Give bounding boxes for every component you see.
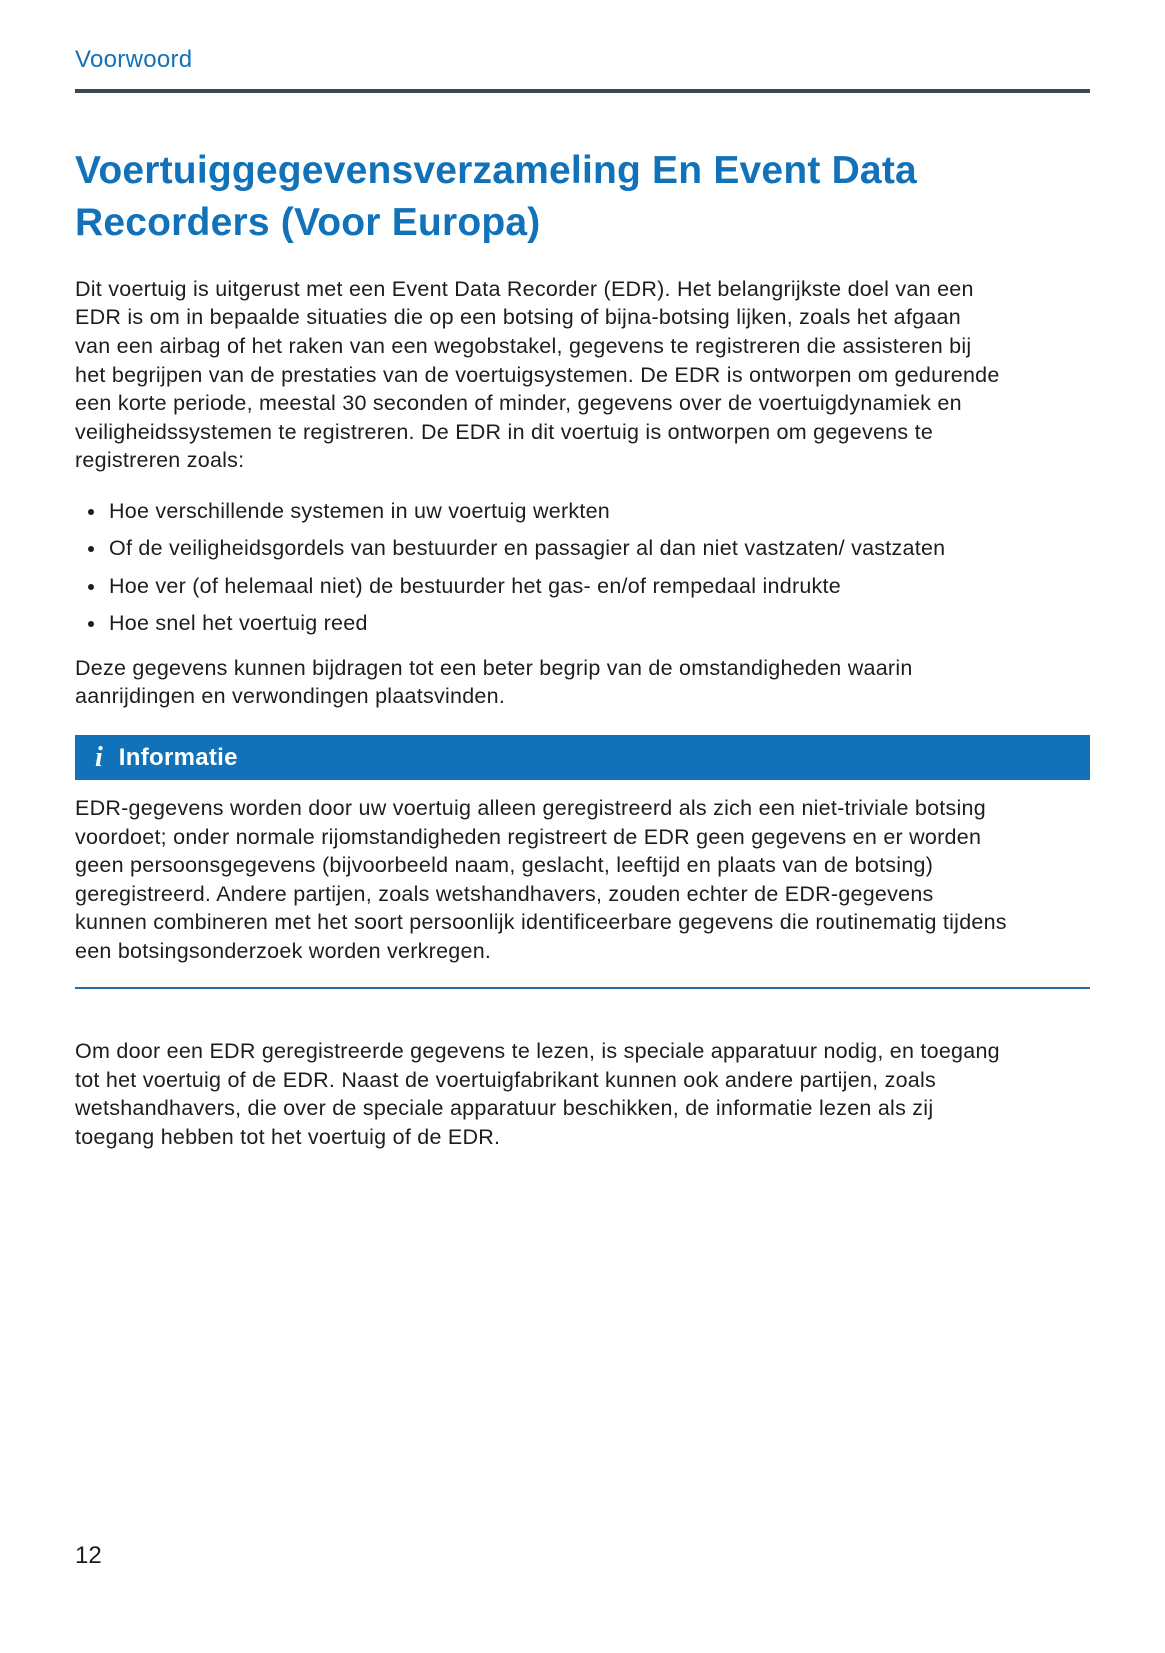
closing-paragraph: Om door een EDR geregistreerde gegevens te lezen, is speciale apparatuur nodig, en toegang tot het voertuig of de EDR. Naast de voertuigfabrikant kunnen ook andere partijen, zoals wetshandhavers, die over de speciale apparatuur beschikken, de informatie lezen als zij toegang hebben tot het voertuig of de EDR. <box>75 1039 1000 1149</box>
summary-paragraph: Deze gegevens kunnen bijdragen tot een beter begrip van de omstandigheden waarin aanrijdingen en verwondingen plaatsvinden. <box>75 655 913 709</box>
info-box-header <box>75 735 1090 780</box>
page-number: 12 <box>75 1542 102 1569</box>
info-box-divider <box>75 987 1090 989</box>
bullet-item: • Hoe ver (of helemaal niet) de bestuurder het gas- en/of rempedaal indrukte <box>107 572 1007 601</box>
info-box <box>75 735 1090 989</box>
bullet-item: • Of de veiligheidsgordels van bestuurder en passagier al dan niet vastzaten/ vastzaten <box>107 534 1007 563</box>
bullet-item: • Hoe snel het voertuig reed <box>107 609 1007 638</box>
intro-paragraph: Dit voertuig is uitgerust met een Event Data Recorder (EDR). Het belangrijkste doel van een EDR is om in bepaalde situaties die op een botsing of bijna-botsing lijken, zoals het afgaan van een airbag of het raken van een wegobstakel, gegevens te registreren die assisteren bij het begrijpen van de prestaties van de voertuigsystemen. De EDR is ontworpen om gedurende een korte periode, meestal 30 seconden of minder, gegevens over de voertuigdynamiek en veiligheidssystemen te registreren. De EDR in dit voertuig is ontworpen om gegevens te registreren zoals: <box>75 276 1000 473</box>
info-box-body: EDR-gegevens worden door uw voertuig alleen geregistreerd als zich een niet-triviale botsing voordoet; onder normale rijomstandigheden registreert de EDR geen gegevens en er worden geen persoonsgegevens (bijvoorbeeld naam, geslacht, leeftijd en plaats van de botsing) geregistreerd. Andere partijen, zoals wetshandhavers, zouden echter de EDR-gegevens kunnen combineren met het soort persoonlijk identificeerbare gegevens die routinematig tijdens een botsingsonderzoek worden verkregen. <box>75 796 1007 964</box>
header-rule <box>75 89 1090 93</box>
bullet-item: • Hoe verschillende systemen in uw voertuig werkten <box>107 497 1007 526</box>
page-title: Voertuiggegevensverzameling En Event Data Recorders (Voor Europa) <box>75 149 917 244</box>
bullet-list <box>75 497 1007 638</box>
info-box-title: Informatie <box>118 743 238 771</box>
info-icon: i <box>95 741 103 773</box>
breadcrumb: Voorwoord <box>75 46 193 73</box>
